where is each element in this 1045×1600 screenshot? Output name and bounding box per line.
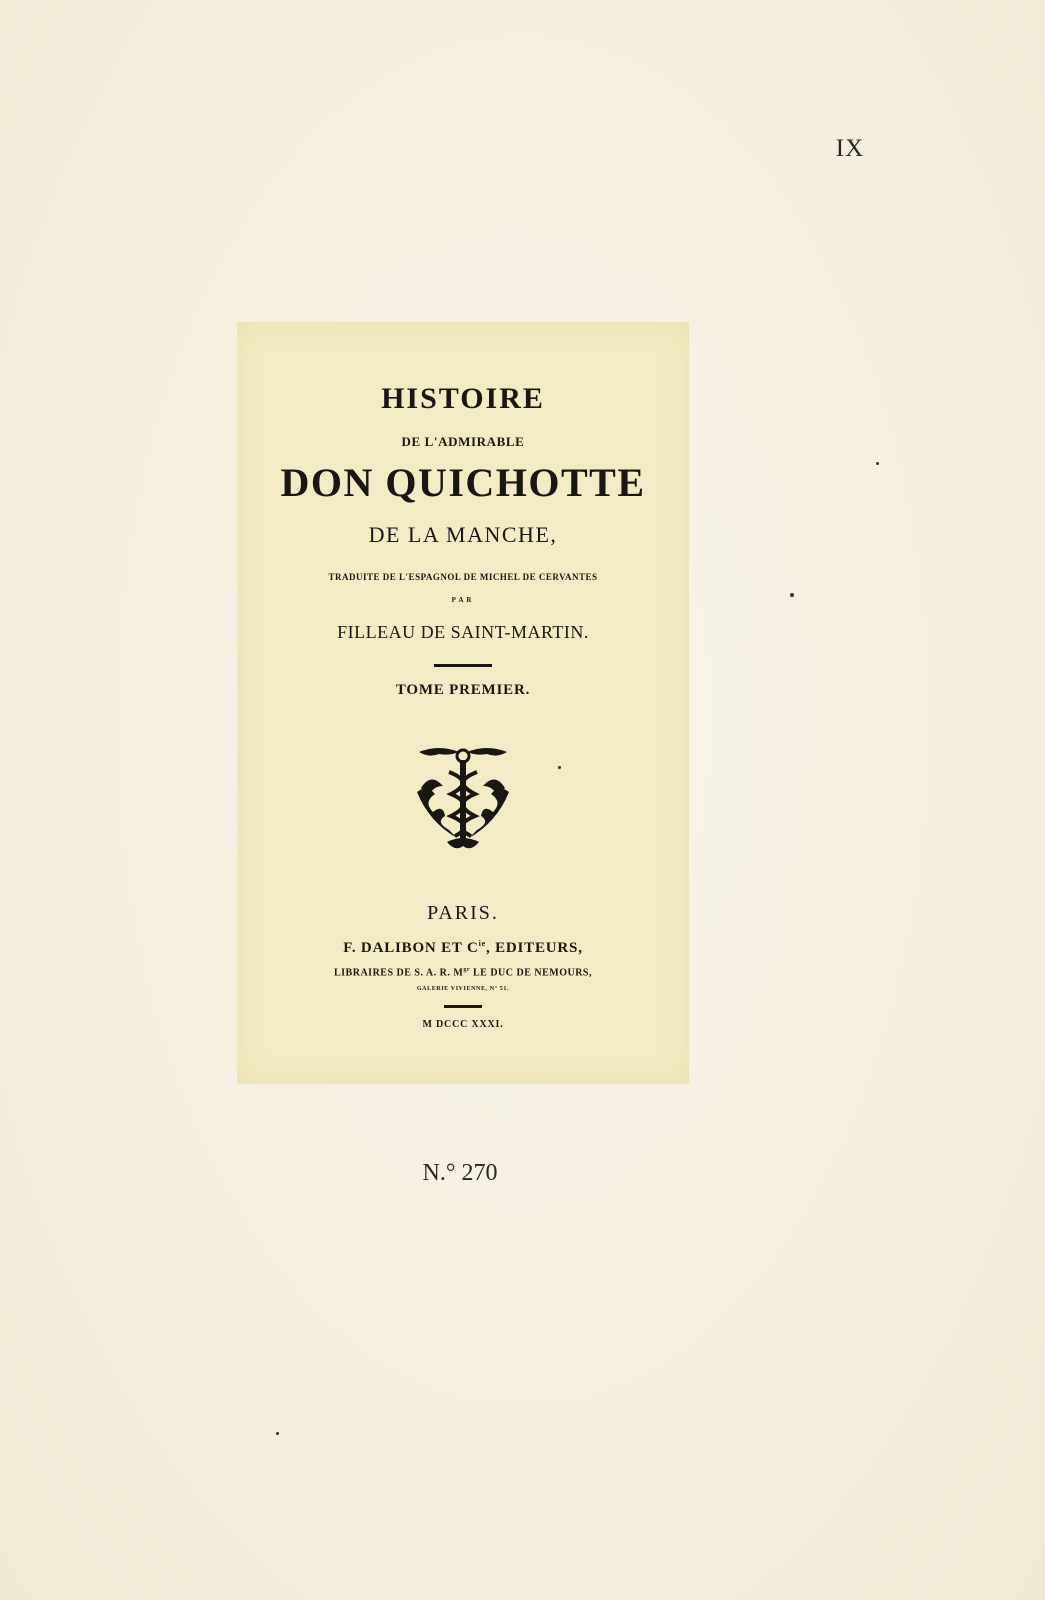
libraires-superscript: gr (463, 967, 470, 973)
libraires-line (237, 967, 689, 978)
page-number: IX (835, 135, 865, 162)
libraires-main: LIBRAIRES DE S. A. R. M (334, 967, 464, 979)
title-page-plate (237, 322, 689, 1084)
publisher-line (237, 939, 689, 957)
translator-name: FILLEAU DE SAINT-MARTIN. (337, 622, 589, 642)
imprint-date: M DCCC XXXI. (422, 1019, 504, 1030)
publisher-address: GALERIE VIVIENNE, N° 51. (416, 986, 510, 992)
paper-speck (558, 766, 561, 769)
publisher-superscript: ie (478, 939, 486, 948)
title-de-ladmirable: DE L'ADMIRABLE (401, 434, 525, 449)
catalog-number: N.° 270 (422, 1160, 498, 1186)
translation-credit: TRADUITE DE L'ESPAGNOL DE MICHEL DE CERVANTES (328, 572, 598, 582)
paper-speck (276, 1432, 279, 1435)
publisher-tail: , EDITEURS, (486, 940, 583, 956)
publisher-main: F. DALIBON ET C (343, 940, 479, 956)
caduceus-ornament-icon (409, 742, 517, 854)
libraires-tail: LE DUC DE NEMOURS, (469, 967, 592, 979)
paper-speck (876, 462, 879, 465)
title-histoire: HISTOIRE (381, 382, 545, 415)
divider-rule (434, 664, 492, 667)
paper-speck (790, 593, 794, 597)
imprint-city: PARIS. (427, 902, 499, 924)
par-label: PAR (451, 596, 475, 604)
divider-rule-short (444, 1005, 482, 1008)
title-de-la-manche: DE LA MANCHE, (368, 522, 558, 547)
title-don-quichotte: DON QUICHOTTE (280, 460, 646, 505)
volume-label: TOME PREMIER. (395, 682, 531, 698)
